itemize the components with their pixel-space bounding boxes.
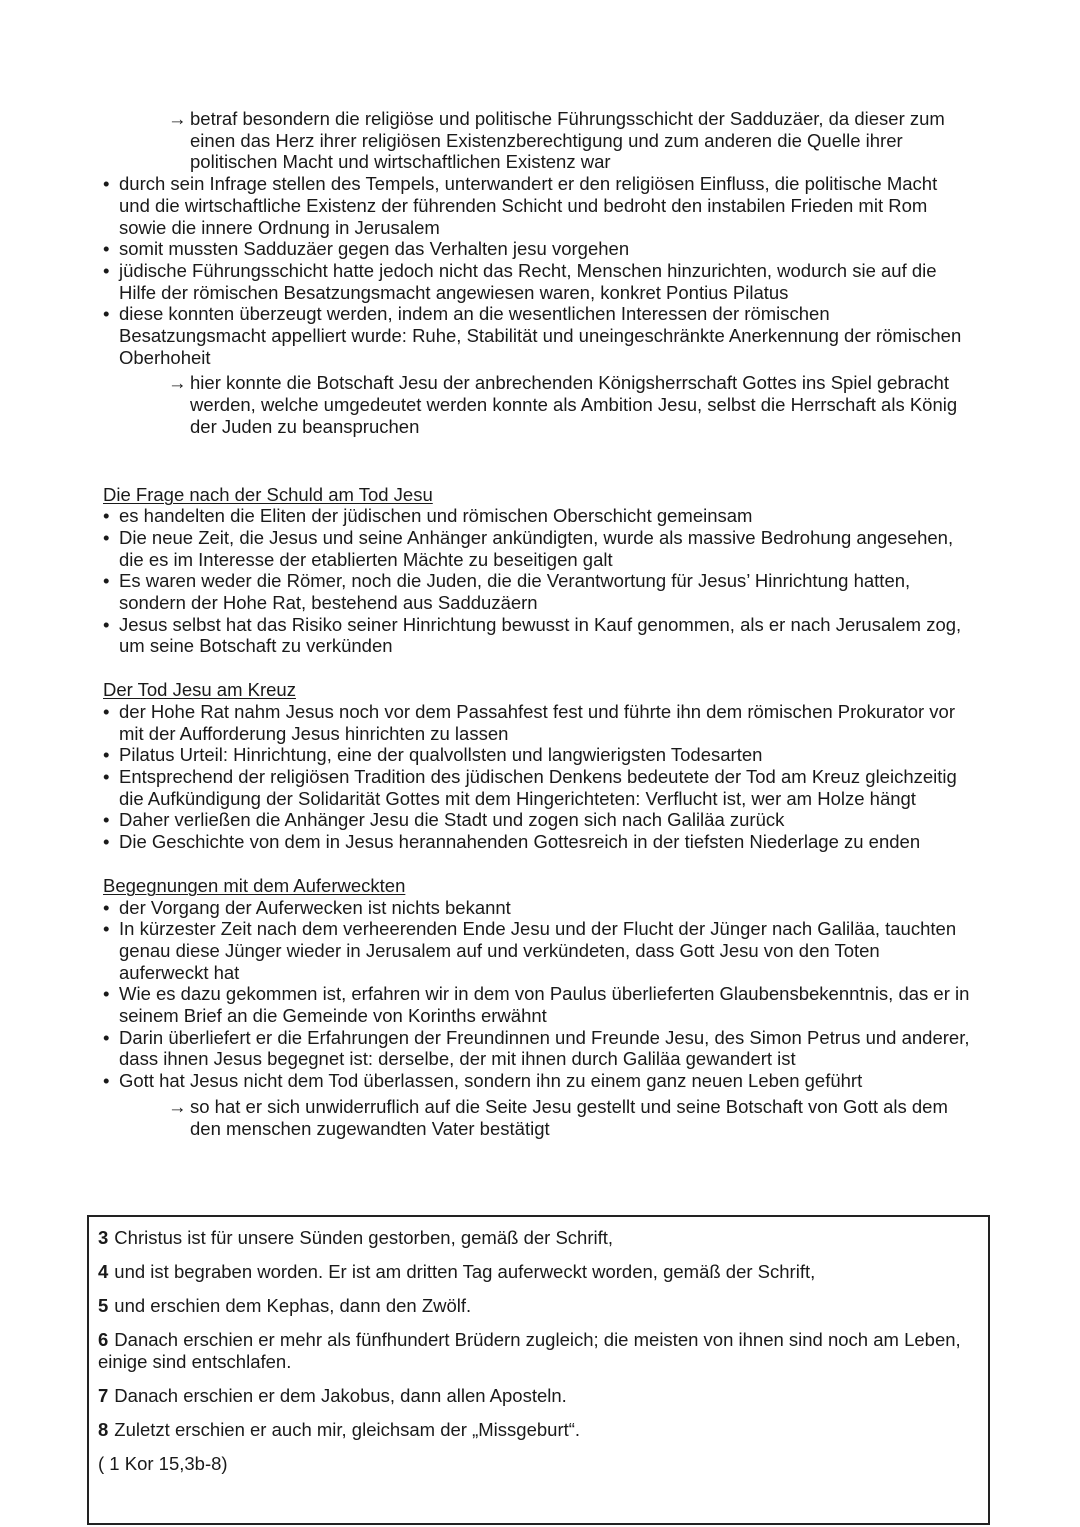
verse-number: 4: [98, 1261, 109, 1283]
bullet-icon: •: [103, 570, 110, 592]
list-item: • Es waren weder die Römer, noch die Juden, die die Verantwortung für Jesus’ Hinrichtung hatten, sondern der Hohe Rat, bestehend aus Sadduzäern: [103, 570, 911, 614]
list-item: • Entsprechend der religiösen Tradition des jüdischen Denkens bedeutete der Tod am Kreuz gleichzeitig die Aufkündigung der Solidarität Gottes mit dem Hingerichteten: Verflucht ist, wer am Holze hängt: [103, 765, 957, 809]
arrow-right-icon: →: [168, 108, 187, 129]
section-title: Der Tod Jesu am Kreuz: [103, 679, 296, 701]
list-item: • somit mussten Sadduzäer gegen das Verhalten jesu vorgehen: [103, 238, 630, 260]
bullet-list: [0, 701, 1080, 853]
verse: [98, 1385, 978, 1407]
verse-number: 3: [98, 1227, 109, 1248]
bullet-icon: •: [103, 173, 110, 195]
bullet-icon: •: [103, 259, 110, 281]
arrow-note: [168, 1096, 1080, 1139]
bullet-icon: •: [103, 809, 110, 831]
verse-text: und erschien dem Kephas, dann den Zwölf.: [114, 1295, 472, 1317]
list-item: • Pilatus Urteil: Hinrichtung, eine der qualvollsten und langwierigsten Todesarten: [103, 744, 763, 766]
verse-text: Danach erschien er mehr als fünfhundert Brüdern zugleich; die meisten von ihnen sind noch am Leben, einige sind entschlafen.: [98, 1329, 961, 1372]
bullet-list: [0, 173, 1080, 368]
bullet-icon: •: [103, 983, 110, 1005]
bullet-icon: •: [103, 744, 110, 766]
list-item: • Die neue Zeit, die Jesus und seine Anhänger ankündigten, wurde als massive Bedrohung angesehen, die es im Interesse der etablierten Mächte zu beseitigen galt: [103, 526, 954, 570]
verse: [98, 1419, 978, 1441]
verse: [98, 1295, 978, 1317]
list-item: • In kürzester Zeit nach dem verheerenden Ende Jesu und der Flucht der Jünger nach Galiläa, tauchten genau diese Jünger wieder in Jerusalem auf und verkündeten, dass Gott Jesu von den Toten auferweckt hat: [103, 918, 957, 983]
verse-number: 5: [98, 1295, 109, 1317]
bullet-icon: •: [103, 1026, 110, 1048]
list-item: • Die Geschichte von dem in Jesus herannahenden Gottesreich in der tiefsten Niederlage zu enden: [103, 831, 921, 853]
bullet-icon: •: [103, 526, 110, 548]
verse-text: Danach erschien er dem Jakobus, dann allen Aposteln.: [114, 1384, 567, 1406]
list-item: • jüdische Führungsschicht hatte jedoch nicht das Recht, Menschen hinzurichten, wodurch sie auf die Hilfe der römischen Besatzungsmacht angewiesen waren, konkret Pontius Pilatus: [103, 259, 937, 303]
verse: [98, 1329, 978, 1372]
arrow-note-text: so hat er sich unwiderruflich auf die Seite Jesu gestellt und seine Botschaft von Gott als dem den menschen zugewandten Vater bestätigt: [190, 1095, 948, 1139]
bullet-icon: •: [103, 238, 110, 260]
bullet-icon: •: [103, 831, 110, 853]
list-item: • durch sein Infrage stellen des Tempels, unterwandert er den religiösen Einfluss, die politische Macht und die wirtschaftliche Existenz der führenden Schicht und bedroht den instabilen Frieden mit Rom sowie die innere Ordnung in Jerusalem: [103, 173, 938, 238]
bullet-list: [0, 897, 1080, 1092]
list-item: • Wie es dazu gekommen ist, erfahren wir in dem von Paulus überlieferten Glaubensbekenntnis, das er in seinem Brief an die Gemeinde von Korinths erwähnt: [103, 983, 970, 1027]
arrow-note-text: hier konnte die Botschaft Jesu der anbrechenden Königsherrschaft Gottes ins Spiel gebracht werden, welche umgedeutet werden konnte als Ambition Jesu, selbst die Herrschaft als König der Juden zu beanspruchen: [190, 372, 958, 437]
bullet-icon: •: [103, 918, 110, 940]
bible-quote-box: [87, 1215, 990, 1525]
bullet-icon: •: [103, 613, 110, 635]
verse-number: 6: [98, 1329, 109, 1351]
bullet-icon: •: [103, 765, 110, 787]
bullet-icon: •: [103, 700, 110, 722]
bullet-icon: •: [103, 1070, 110, 1092]
verse: [98, 1261, 978, 1283]
arrow-right-icon: →: [168, 372, 187, 394]
list-item: • Gott hat Jesus nicht dem Tod überlassen, sondern ihn zu einem ganz neuen Leben geführt: [103, 1070, 863, 1092]
arrow-note: [168, 372, 1080, 437]
document-page: [0, 108, 1080, 1139]
verse-text: Christus ist für unsere Sünden gestorben, gemäß der Schrift,: [114, 1227, 614, 1248]
verse: [98, 1227, 978, 1249]
section-title: Begegnungen mit dem Auferweckten: [103, 874, 406, 896]
list-item: • der Hohe Rat nahm Jesus noch vor dem Passahfest fest und führte ihn dem römischen Prokurator vor mit der Aufforderung Jesus hinrichten zu lassen: [103, 700, 955, 744]
verse-text: Zuletzt erschien er auch mir, gleichsam der „Missgeburt“.: [114, 1418, 581, 1440]
list-item: • der Vorgang der Auferwecken ist nichts bekannt: [103, 896, 511, 918]
list-item: • Darin überliefert er die Erfahrungen der Freundinnen und Freunde Jesu, des Simon Petrus und anderer, dass ihnen Jesus begegnet ist: derselbe, der mit ihnen durch Galiläa gewandert ist: [103, 1026, 970, 1070]
arrow-right-icon: →: [168, 1095, 187, 1117]
list-item: • diese konnten überzeugt werden, indem an die wesentlichen Interessen der römischen Besatzungsmacht appelliert wurde: Ruhe, Stabilität und uneingeschränkte Anerkennung der römischen Oberhoheit: [103, 303, 962, 368]
arrow-note: [168, 108, 1080, 173]
bullet-icon: •: [103, 505, 110, 527]
verse-number: 7: [98, 1384, 109, 1406]
list-item: • es handelten die Eliten der jüdischen und römischen Oberschicht gemeinsam: [103, 505, 753, 527]
list-item: • Daher verließen die Anhänger Jesu die Stadt und zogen sich nach Galiläa zurück: [103, 809, 785, 831]
list-item: • Jesus selbst hat das Risiko seiner Hinrichtung bewusst in Kauf genommen, als er nach Jerusalem zog, um seine Botschaft zu verkünden: [103, 613, 962, 657]
bullet-icon: •: [103, 303, 110, 325]
bullet-icon: •: [103, 896, 110, 918]
verse-text: und ist begraben worden. Er ist am dritten Tag auferweckt worden, gemäß der Schrift,: [114, 1261, 816, 1283]
bullet-list: [0, 505, 1080, 657]
verse-number: 8: [98, 1418, 109, 1440]
citation: ( 1 Kor 15,3b-8): [98, 1453, 228, 1475]
section-title: Die Frage nach der Schuld am Tod Jesu: [103, 483, 433, 505]
arrow-note-text: betraf besondern die religiöse und politische Führungsschicht der Sadduzäer, da dieser zum einen das Herz ihrer religiösen Existenzberechtigung und zum anderen die Quelle ihrer politischen Macht und wirtschaftlichen Existenz war: [190, 108, 945, 173]
